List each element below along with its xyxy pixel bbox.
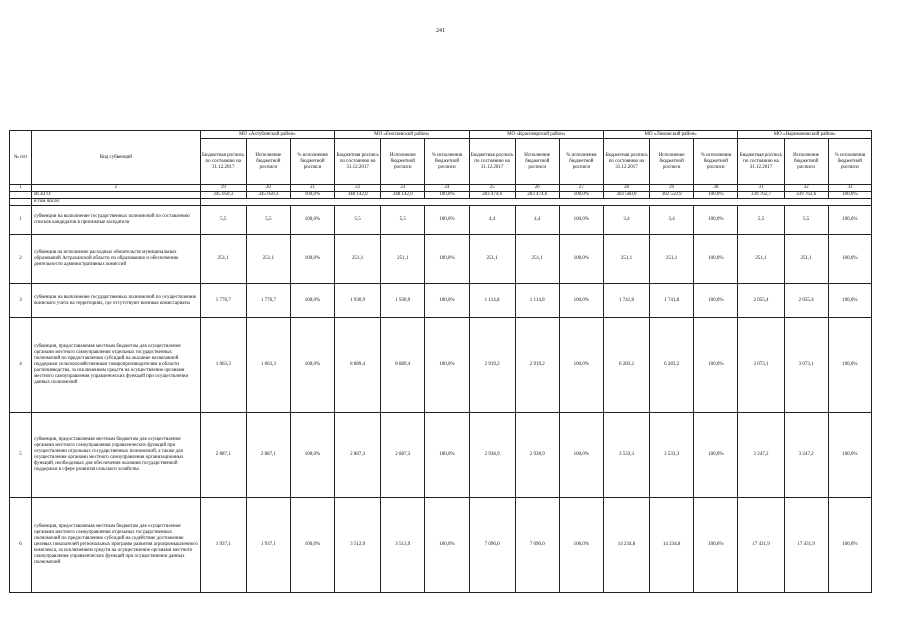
row-value-cell: 100,0% xyxy=(694,318,738,413)
row-value-cell: 2 055,4 xyxy=(784,284,828,318)
row-value-cell: 3 073,1 xyxy=(738,318,784,413)
table-row xyxy=(10,498,872,593)
row-value-cell: 100,0% xyxy=(828,413,871,498)
total-value-cell: 100,0% xyxy=(694,192,738,199)
header-number: № п/п xyxy=(10,131,32,185)
subvention-table xyxy=(9,130,872,593)
header-region: МО «Наримановский район» xyxy=(738,131,872,139)
row-value-cell: 251,1 xyxy=(515,235,559,284)
row-value-cell: 1 063,3 xyxy=(200,318,246,413)
total-value-cell: 100,0% xyxy=(290,192,334,199)
row-value-cell: 100,0% xyxy=(425,206,469,235)
column-number-cell: 25 xyxy=(469,185,515,192)
row-value-cell: 6 283,2 xyxy=(603,318,649,413)
header-region: МО «Ахтубинский район» xyxy=(200,131,334,139)
row-number: 4 xyxy=(10,318,32,413)
row-value-cell: 251,1 xyxy=(246,235,290,284)
row-value-cell: 100,0% xyxy=(694,284,738,318)
row-value-cell: 100,0% xyxy=(290,498,334,593)
row-value-cell: 3 533,3 xyxy=(603,413,649,498)
row-value-cell: 2 887,1 xyxy=(200,413,246,498)
row-value-cell: 100,0% xyxy=(828,235,871,284)
header-subcolumn: Исполнение бюджетной росписи xyxy=(784,139,828,185)
column-number-cell: 21 xyxy=(290,185,334,192)
row-value-cell: 251,1 xyxy=(335,235,381,284)
row-value-cell: 1 741,8 xyxy=(650,284,694,318)
row-value-cell: 100,0% xyxy=(290,413,334,498)
header-subcolumn: Исполнение бюджетной росписи xyxy=(515,139,559,185)
row-value-cell: 100,0% xyxy=(425,318,469,413)
row-value-cell: 2 887,3 xyxy=(335,413,381,498)
row-value-cell: 1 114,8 xyxy=(469,284,515,318)
table-body xyxy=(10,131,872,593)
row-value-cell: 100,0% xyxy=(828,284,871,318)
row-value-cell: 100,0% xyxy=(828,318,871,413)
total-value-cell: 283 474,6 xyxy=(515,192,559,199)
column-number-cell: 1 xyxy=(10,185,32,192)
header-subcolumn: % исполнения бюджетной росписи xyxy=(828,139,871,185)
row-value-cell: 17 431,9 xyxy=(738,498,784,593)
row-value-cell: 251,1 xyxy=(784,235,828,284)
including-label: в том числе: xyxy=(32,199,201,206)
row-value-cell: 6 283,2 xyxy=(650,318,694,413)
row-number: 6 xyxy=(10,498,32,593)
row-value-cell: 251,1 xyxy=(738,235,784,284)
row-value-cell: 17 431,9 xyxy=(784,498,828,593)
row-value-cell: 1 063,3 xyxy=(246,318,290,413)
header-subcolumn: Бюджетная роспись по состоянию на 31.12.2017 xyxy=(738,139,784,185)
row-value-cell: 100,0% xyxy=(290,206,334,235)
row-value-cell: 100,0% xyxy=(290,284,334,318)
row-number: 1 xyxy=(10,206,32,235)
header-subcolumn: Исполнение бюджетной росписи xyxy=(650,139,694,185)
total-value-cell: 283 474,6 xyxy=(469,192,515,199)
row-value-cell: 7 096,0 xyxy=(469,498,515,593)
row-value-cell: 100,0% xyxy=(559,413,603,498)
total-value-cell: 302 559,9 xyxy=(650,192,694,199)
row-value-cell: 100,0% xyxy=(425,498,469,593)
column-number-cell: 20 xyxy=(246,185,290,192)
table-row xyxy=(10,413,872,498)
row-value-cell: 100,0% xyxy=(694,413,738,498)
row-value-cell: 100,0% xyxy=(559,284,603,318)
row-value-cell: 5,5 xyxy=(738,206,784,235)
total-value-cell: 302 560,0 xyxy=(603,192,649,199)
header-region: МО «Красноярский район» xyxy=(469,131,603,139)
table-row xyxy=(10,235,872,284)
row-description: субвенция, предоставляемая местным бюджетам для осуществления органами местного самоуправления управленческих функций при осуществлении отдельных государственных полномочий, а также для осуществления органами местного самоуправления организационных функций, необходимых для обеспечения оказания государственной поддержки в сфере развития сельского хозяйства xyxy=(32,413,201,498)
row-value-cell: 251,1 xyxy=(603,235,649,284)
row-value-cell: 3 533,3 xyxy=(650,413,694,498)
row-description: субвенции на выполнение государственных полномочий по составлению списков кандидатов в присяжные заседатели xyxy=(32,206,201,235)
row-value-cell: 5,5 xyxy=(246,206,290,235)
total-value-cell: 339 762,7 xyxy=(738,192,784,199)
column-number-cell: 31 xyxy=(738,185,784,192)
row-value-cell: 100,0% xyxy=(290,235,334,284)
row-value-cell: 100,0% xyxy=(559,235,603,284)
column-number-cell: 33 xyxy=(828,185,871,192)
row-value-cell: 5,5 xyxy=(784,206,828,235)
total-value-cell: 345 050,3 xyxy=(200,192,246,199)
table-row xyxy=(10,206,872,235)
table-row xyxy=(10,318,872,413)
row-value-cell: 100,0% xyxy=(694,498,738,593)
page-number: 241 xyxy=(436,28,445,34)
row-number: 5 xyxy=(10,413,32,498)
row-value-cell: 4,4 xyxy=(469,206,515,235)
row-value-cell: 3,4 xyxy=(650,206,694,235)
row-value-cell: 3,4 xyxy=(603,206,649,235)
header-subcolumn: Исполнение бюджетной росписи xyxy=(246,139,290,185)
row-value-cell: 2 938,9 xyxy=(515,413,559,498)
row-value-cell: 5,5 xyxy=(381,206,425,235)
row-value-cell: 251,1 xyxy=(469,235,515,284)
total-value-cell: 100,0% xyxy=(828,192,871,199)
row-value-cell: 100,0% xyxy=(425,413,469,498)
column-number-cell: 2 xyxy=(32,185,201,192)
including-empty-span xyxy=(200,199,871,206)
total-row xyxy=(10,192,872,199)
row-value-cell: 100,0% xyxy=(828,498,871,593)
total-value-cell: 348 142,0 xyxy=(335,192,381,199)
header-subcolumn: % исполнения бюджетной росписи xyxy=(694,139,738,185)
row-value-cell: 3 513,9 xyxy=(381,498,425,593)
row-value-cell: 3 512,9 xyxy=(335,498,381,593)
row-description: субвенция, предоставляемая местным бюджетам для осуществления органами местного самоуправления отдельных государственных полномочий по предоставлению субсидий на содействие достижению целевых показателей региональных программ развития агропромышленного комплекса, за исключением средств на осуществление органами местного самоуправления управленческих функций при осуществлении данных полномочий xyxy=(32,498,201,593)
including-row xyxy=(10,199,872,206)
row-value-cell: 14 234,8 xyxy=(650,498,694,593)
row-value-cell: 2 055,4 xyxy=(738,284,784,318)
row-value-cell: 100,0% xyxy=(694,235,738,284)
column-number-cell: 27 xyxy=(559,185,603,192)
row-value-cell: 1 930,9 xyxy=(335,284,381,318)
row-number: 2 xyxy=(10,235,32,284)
row-value-cell: 100,0% xyxy=(559,206,603,235)
column-number-cell: 32 xyxy=(784,185,828,192)
total-label: ВСЕГО: xyxy=(32,192,201,199)
column-number-cell: 26 xyxy=(515,185,559,192)
header-subcolumn: % исполнения бюджетной росписи xyxy=(290,139,334,185)
header-region: МО «Лиманский район» xyxy=(603,131,737,139)
row-description: субвенции на выполнение государственных полномочий по осуществлению воинского учета на территориях, где отсутствуют военные комиссариаты xyxy=(32,284,201,318)
including-empty-cell xyxy=(10,199,32,206)
row-value-cell: 251,1 xyxy=(650,235,694,284)
row-value-cell: 5,5 xyxy=(335,206,381,235)
row-value-cell: 3 073,1 xyxy=(784,318,828,413)
row-value-cell: 1 930,9 xyxy=(381,284,425,318)
row-value-cell: 1 114,8 xyxy=(515,284,559,318)
row-value-cell: 1 776,7 xyxy=(200,284,246,318)
total-value-cell: 339 762,6 xyxy=(784,192,828,199)
row-value-cell: 14 234,8 xyxy=(603,498,649,593)
row-value-cell: 5,5 xyxy=(200,206,246,235)
row-value-cell: 100,0% xyxy=(290,318,334,413)
row-value-cell: 251,1 xyxy=(200,235,246,284)
row-value-cell: 8 889,4 xyxy=(381,318,425,413)
column-number-cell: 30 xyxy=(694,185,738,192)
column-number-cell: 24 xyxy=(425,185,469,192)
row-value-cell: 3 247,2 xyxy=(738,413,784,498)
row-value-cell: 1 741,8 xyxy=(603,284,649,318)
row-value-cell: 3 247,2 xyxy=(784,413,828,498)
header-region: МО «Енотаевский район» xyxy=(335,131,469,139)
header-subcolumn: % исполнения бюджетной росписи xyxy=(425,139,469,185)
total-empty-cell xyxy=(10,192,32,199)
row-value-cell: 1 937,1 xyxy=(246,498,290,593)
row-value-cell: 1 937,1 xyxy=(200,498,246,593)
header-subcolumn: Бюджетная роспись по состоянию на 31.12.2017 xyxy=(603,139,649,185)
row-value-cell: 100,0% xyxy=(559,498,603,593)
row-value-cell: 100,0% xyxy=(828,206,871,235)
row-value-cell: 2 887,1 xyxy=(246,413,290,498)
column-number-cell: 22 xyxy=(335,185,381,192)
row-value-cell: 1 776,7 xyxy=(246,284,290,318)
header-subvention-type: Вид субвенций xyxy=(32,131,201,185)
header-subcolumn: Бюджетная роспись по состоянию на 31.12.2017 xyxy=(335,139,381,185)
header-subcolumn: % исполнения бюджетной росписи xyxy=(559,139,603,185)
row-value-cell: 4,4 xyxy=(515,206,559,235)
column-number-cell: 23 xyxy=(381,185,425,192)
row-value-cell: 2 919,2 xyxy=(515,318,559,413)
header-subcolumn: Бюджетная роспись по состоянию на 31.12.2017 xyxy=(469,139,515,185)
column-number-cell: 28 xyxy=(603,185,649,192)
row-value-cell: 2 938,9 xyxy=(469,413,515,498)
row-value-cell: 251,1 xyxy=(381,235,425,284)
row-value-cell: 100,0% xyxy=(694,206,738,235)
total-value-cell: 100,0% xyxy=(425,192,469,199)
row-value-cell: 100,0% xyxy=(425,235,469,284)
row-number: 3 xyxy=(10,284,32,318)
header-region-row xyxy=(10,131,872,139)
header-subcolumn: Бюджетная роспись по состоянию на 31.12.2017 xyxy=(200,139,246,185)
row-description: субвенция, предоставляемая местным бюджетам для осуществления органами местного самоуправления отдельных государственных полномочий по предоставлению субсидий на оказание несвязанной поддержки сельскохозяйственным товаропроизводителям в области растениеводства, за исключением средств на осуществление органами местного самоуправления управленческих функций при осуществлении данных полномочий xyxy=(32,318,201,413)
row-value-cell: 7 096,0 xyxy=(515,498,559,593)
column-number-row xyxy=(10,185,872,192)
row-value-cell: 2 887,3 xyxy=(381,413,425,498)
row-value-cell: 8 889,4 xyxy=(335,318,381,413)
row-value-cell: 100,0% xyxy=(559,318,603,413)
column-number-cell: 19 xyxy=(200,185,246,192)
total-value-cell: 345 050,3 xyxy=(246,192,290,199)
row-value-cell: 2 919,2 xyxy=(469,318,515,413)
row-value-cell: 100,0% xyxy=(425,284,469,318)
column-number-cell: 29 xyxy=(650,185,694,192)
table-row xyxy=(10,284,872,318)
total-value-cell: 100,0% xyxy=(559,192,603,199)
row-description: субвенция на исполнение расходных обязательств муниципальных образований Астраханской области по образованию и обеспечению деятельности административных комиссий xyxy=(32,235,201,284)
header-subcolumn: Исполнение бюджетной росписи xyxy=(381,139,425,185)
total-value-cell: 348 142,0 xyxy=(381,192,425,199)
